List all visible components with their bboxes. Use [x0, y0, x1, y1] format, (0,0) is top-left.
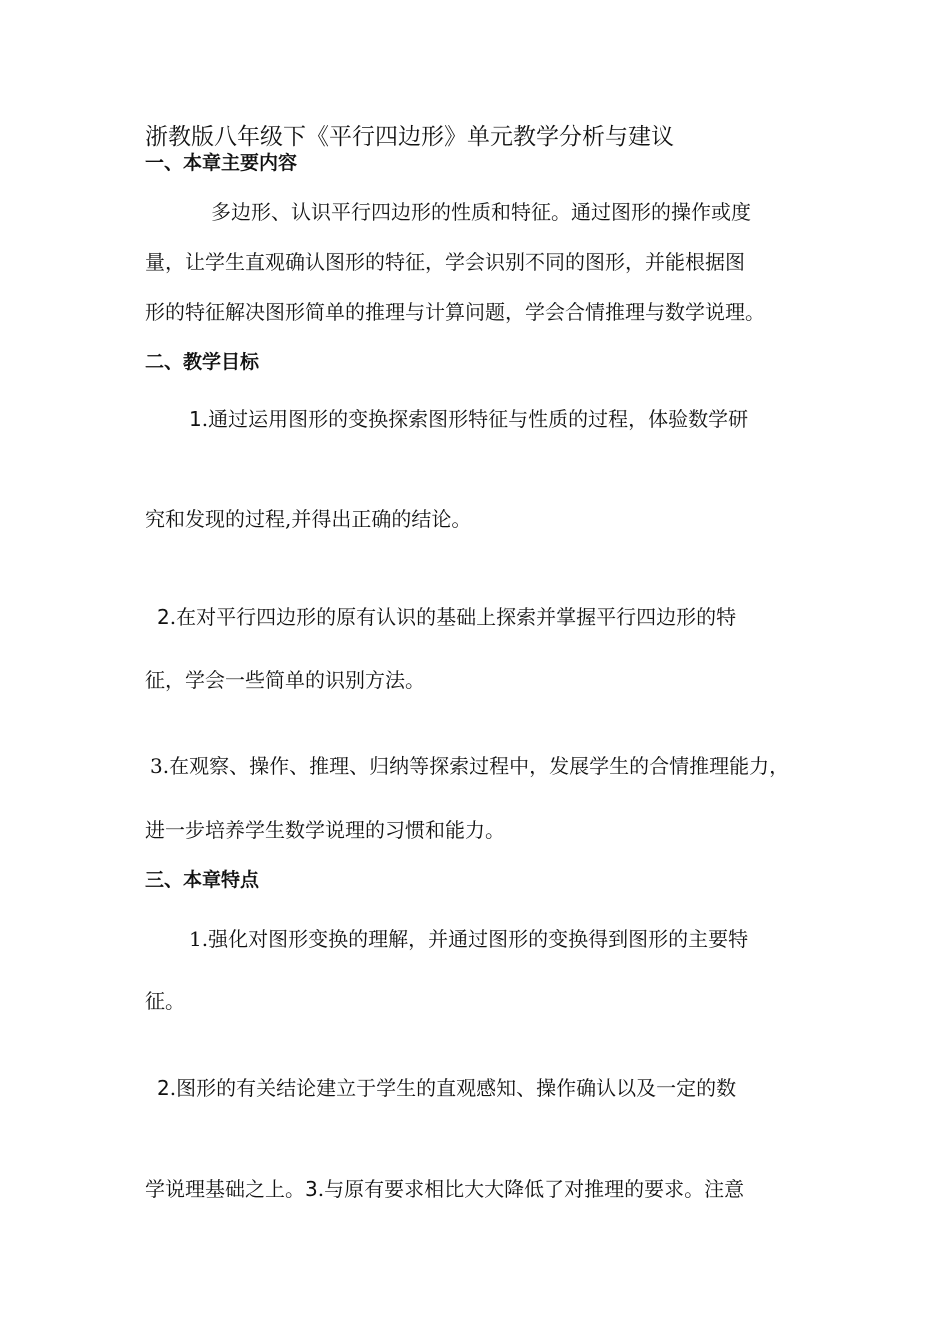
feature-2-number: 2 — [157, 1076, 170, 1100]
goal-1-text: .通过运用图形的变换探索图形特征与性质的过程，体验数学研 — [201, 407, 749, 431]
section1-line-2: 量，让学生直观确认图形的特征，学会识别不同的图形，并能根据图 — [145, 250, 745, 274]
feature-2-text-end: 学说理基础之上。 — [145, 1177, 305, 1201]
feature-2-line-1 — [157, 1074, 736, 1102]
goal-1-line-1 — [189, 405, 748, 433]
goal-3-line-1: 3.在观察、操作、推理、归纳等探索过程中，发展学生的合情推理能力， — [150, 754, 790, 778]
goal-1-line-2: 究和发现的过程,并得出正确的结论。 — [145, 507, 472, 531]
goal-2-number: 2 — [157, 605, 170, 629]
section1-line-1: 多边形、认识平行四边形的性质和特征。通过图形的操作或度 — [211, 200, 751, 224]
feature-2-text: .图形的有关结论建立于学生的直观感知、操作确认以及一定的数 — [169, 1076, 737, 1100]
goal-1-number: 1 — [189, 407, 202, 431]
section-heading-main-content: 一、本章主要内容 — [145, 152, 298, 174]
feature-2-line-2 — [145, 1175, 744, 1203]
section-heading-chapter-features: 三、本章特点 — [145, 869, 260, 891]
section-heading-teaching-goals: 二、教学目标 — [145, 351, 260, 373]
feature-3-number: 3 — [305, 1177, 318, 1201]
goal-2-line-1 — [157, 603, 736, 631]
goal-2-text: .在对平行四边形的原有认识的基础上探索并掌握平行四边形的特 — [169, 605, 737, 629]
document-title: 浙教版八年级下《平行四边形》单元教学分析与建议 — [145, 124, 674, 150]
section1-line-3: 形的特征解决图形简单的推理与计算问题，学会合情推理与数学说理。 — [145, 300, 765, 324]
goal-2-line-2: 征，学会一些简单的识别方法。 — [145, 668, 425, 692]
feature-1-line-2: 征。 — [145, 989, 185, 1013]
feature-1-line-1: 1.强化对图形变换的理解，并通过图形的变换得到图形的主要特 — [189, 927, 749, 951]
feature-3-text: .与原有要求相比大大降低了对推理的要求。注意 — [317, 1177, 745, 1201]
goal-3-line-2: 进一步培养学生数学说理的习惯和能力。 — [145, 818, 505, 842]
